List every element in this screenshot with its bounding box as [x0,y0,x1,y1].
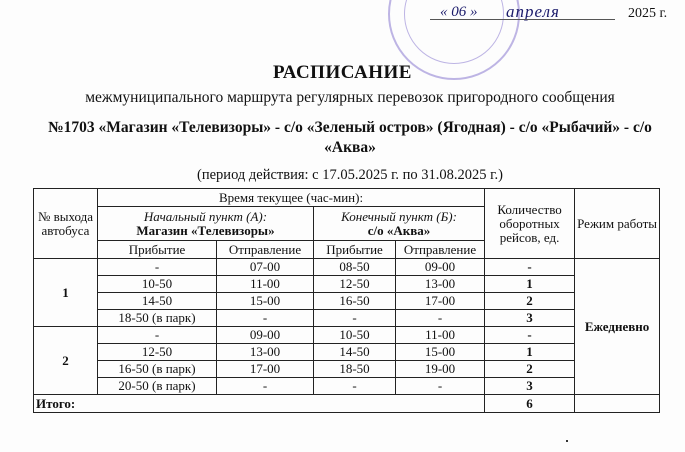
mode-cell: Ежедневно [575,259,660,395]
header-end-point [314,207,485,241]
cell-arrive-a: 16-50 (в парк) [98,361,217,378]
cell-trips: - [485,259,575,276]
cell-depart-a: 13-00 [217,344,314,361]
end-point-label: Конечный пункт (Б): [341,208,457,224]
cell-depart-a: - [217,378,314,395]
subheader-depart-b: Отправление [396,241,485,259]
start-point-name: Магазин «Телевизоры» [136,222,275,238]
cell-trips: 2 [485,361,575,378]
header-time: Время текущее (час-мин): [98,189,485,207]
cell-arrive-a: 12-50 [98,344,217,361]
document-title: РАСПИСАНИЕ [273,62,412,83]
total-value: 6 [485,395,575,413]
cell-depart-a: 09-00 [217,327,314,344]
signature-line [430,19,615,20]
cell-depart-b: 19-00 [396,361,485,378]
cell-arrive-a: 20-50 (в парк) [98,378,217,395]
cell-arrive-b: 08-50 [314,259,396,276]
cell-depart-b: 09-00 [396,259,485,276]
cell-arrive-a: - [98,327,217,344]
cell-arrive-b: 10-50 [314,327,396,344]
cell-depart-b: 13-00 [396,276,485,293]
cell-arrive-b: 12-50 [314,276,396,293]
cell-depart-a: - [217,310,314,327]
cell-trips: 3 [485,378,575,395]
cell-arrive-b: 18-50 [314,361,396,378]
cell-arrive-a: 10-50 [98,276,217,293]
end-point-name: с/о «Аква» [367,222,431,238]
cell-depart-a: 07-00 [217,259,314,276]
schedule-table [33,188,660,413]
subheader-depart-a: Отправление [217,241,314,259]
exit-number: 1 [34,259,98,327]
cell-trips: 2 [485,293,575,310]
start-point-label: Начальный пункт (А): [143,208,268,224]
cell-trips: 1 [485,344,575,361]
date-month: апреля [506,2,560,21]
cell-arrive-b: 16-50 [314,293,396,310]
cell-arrive-a: 14-50 [98,293,217,310]
document-subtitle: межмуниципального маршрута регулярных перевозок пригородного сообщения [85,89,615,106]
cell-arrive-b: 14-50 [314,344,396,361]
subheader-arrive-a: Прибытие [98,241,217,259]
cell-depart-a: 11-00 [217,276,314,293]
cell-depart-b: - [396,378,485,395]
total-label: Итого: [34,395,485,413]
cell-depart-b: 17-00 [396,293,485,310]
header-mode: Режим работы [575,189,660,259]
header-exit: № выхода автобуса [34,189,98,259]
validity-period: (период действия: с 17.05.2025 г. по 31.08.2025 г.) [197,167,503,183]
cell-depart-a: 15-00 [217,293,314,310]
cell-trips: 1 [485,276,575,293]
cell-arrive-b: - [314,378,396,395]
cell-arrive-b: - [314,310,396,327]
cell-depart-b: 15-00 [396,344,485,361]
route-name: №1703 «Магазин «Телевизоры» - с/о «Зеленый остров» (Ягодная) - с/о «Рыбачий» - с/о «Аква» [48,119,652,156]
cell-trips: - [485,327,575,344]
header-start-point [98,207,314,241]
cell-depart-a: 17-00 [217,361,314,378]
cell-arrive-a: 18-50 (в парк) [98,310,217,327]
total-empty [575,395,660,413]
date-year: 2025 г. [628,6,668,21]
cell-depart-b: - [396,310,485,327]
approval-date-line [0,0,685,30]
exit-number: 2 [34,327,98,395]
date-day: « 06 » [440,4,478,20]
subheader-arrive-b: Прибытие [314,241,396,259]
scan-speck [566,440,568,442]
cell-depart-b: 11-00 [396,327,485,344]
cell-trips: 3 [485,310,575,327]
cell-arrive-a: - [98,259,217,276]
header-trips: Количество оборотных рейсов, ед. [485,189,575,259]
